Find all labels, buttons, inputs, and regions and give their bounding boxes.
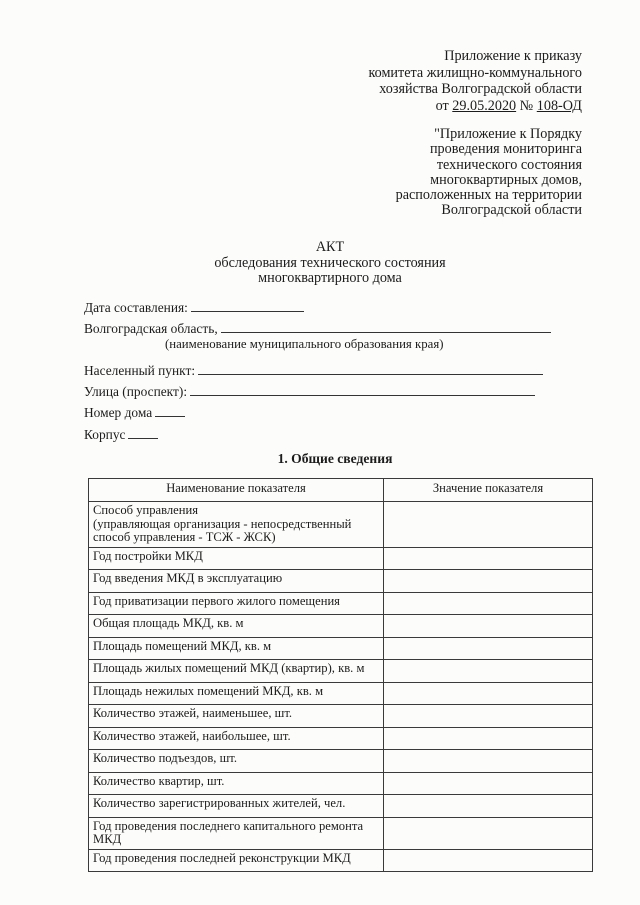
indicator-text: МКД: [93, 832, 122, 846]
indicator-value-cell[interactable]: [384, 502, 593, 548]
order-appendix-header: [368, 48, 582, 114]
indicator-value-cell[interactable]: [384, 849, 593, 872]
table-row: [89, 682, 593, 705]
table-row: [89, 570, 593, 593]
house-label: Номер дома: [84, 405, 153, 420]
table-row: [89, 772, 593, 795]
column-header-value: Значение показателя: [384, 479, 593, 502]
procedure-line: Волгоградской области: [441, 202, 582, 219]
column-header-name: Наименование показателя: [89, 479, 384, 502]
indicator-value-cell[interactable]: [384, 795, 593, 818]
indicator-text: Способ управления: [93, 503, 199, 517]
procedure-line: "Приложение к Порядку: [434, 126, 582, 142]
indicator-name: Год введения МКД в эксплуатацию: [89, 570, 384, 593]
indicator-name: Количество подъездов, шт.: [89, 750, 384, 773]
indicator-value-cell[interactable]: [384, 615, 593, 638]
table-row: [89, 615, 593, 638]
indicator-value-cell[interactable]: [384, 750, 593, 773]
indicator-name: Площадь нежилых помещений МКД, кв. м: [89, 682, 384, 705]
indicator-text: Год проведения последнего капитального ремонта: [93, 818, 364, 833]
title-line: многоквартирного дома: [258, 270, 402, 286]
settlement-field: [84, 362, 543, 379]
date-blank[interactable]: [191, 299, 304, 312]
procedure-line: многоквартирных домов,: [430, 171, 582, 188]
indicator-text: (управляющая организация - непосредственный: [93, 516, 352, 531]
indicator-name: Общая площадь МКД, кв. м: [89, 615, 384, 638]
table-row: [89, 592, 593, 615]
title-line: обследования технического состояния: [214, 254, 446, 271]
indicator-text: способ управления - ТСЖ - ЖСК): [93, 530, 276, 544]
building-label: Корпус: [84, 427, 126, 442]
order-number-prefix: №: [519, 97, 534, 114]
indicator-value-cell[interactable]: [384, 660, 593, 683]
table-row: [89, 502, 593, 548]
street-blank[interactable]: [190, 383, 535, 396]
procedure-line: проведения мониторинга: [429, 141, 582, 158]
procedure-line: технического состояния: [436, 156, 582, 173]
table-row: [89, 849, 593, 872]
table-row: [89, 660, 593, 683]
indicator-value-cell[interactable]: [384, 682, 593, 705]
order-date: 29.05.2020: [452, 97, 517, 114]
settlement-label: Населенный пункт:: [84, 363, 196, 378]
indicator-name: Площадь жилых помещений МКД (квартир), кв. м: [89, 660, 384, 683]
indicator-value-cell[interactable]: [384, 547, 593, 570]
procedure-appendix-header: [396, 127, 582, 219]
indicator-value-cell[interactable]: [384, 727, 593, 750]
order-date-prefix: от: [435, 97, 449, 114]
table-row: [89, 727, 593, 750]
indicator-value-cell[interactable]: [384, 705, 593, 728]
table-row: [89, 750, 593, 773]
indicator-value-cell[interactable]: [384, 637, 593, 660]
order-line: комитета жилищно-коммунального: [368, 64, 582, 81]
table-row: [89, 637, 593, 660]
settlement-blank[interactable]: [198, 362, 543, 375]
indicator-name: Год проведения последней реконструкции МКД: [89, 849, 384, 872]
procedure-line: расположенных на территории: [395, 187, 582, 204]
indicator-name: Количество квартир, шт.: [89, 772, 384, 795]
indicator-value-cell[interactable]: [384, 570, 593, 593]
street-label: Улица (проспект):: [84, 384, 188, 399]
act-title: [150, 240, 510, 287]
section-title: 1. Общие сведения: [277, 451, 393, 466]
municipality-note: (наименование муниципального образования края): [165, 337, 444, 351]
order-number: 108-ОД: [536, 97, 582, 114]
region-label: Волгоградская область,: [84, 321, 218, 336]
region-field: [84, 320, 551, 337]
house-field: [84, 404, 185, 421]
indicator-name: Год постройки МКД: [89, 547, 384, 570]
indicator-value-cell[interactable]: [384, 772, 593, 795]
indicator-name: Количество этажей, наименьшее, шт.: [89, 705, 384, 728]
building-field: [84, 426, 158, 443]
table-header-row: [89, 479, 593, 502]
table-row: [89, 817, 593, 849]
street-field: [84, 383, 535, 400]
order-date-line: [368, 98, 582, 115]
table-row: [89, 795, 593, 818]
order-line: Приложение к приказу: [444, 48, 582, 64]
indicator-name: Год приватизации первого жилого помещения: [89, 592, 384, 615]
indicator-name: [89, 502, 384, 548]
general-info-table: [88, 478, 593, 872]
indicator-name: [89, 817, 384, 849]
indicator-value-cell[interactable]: [384, 592, 593, 615]
building-blank[interactable]: [128, 426, 158, 439]
table-row: [89, 705, 593, 728]
region-blank[interactable]: [221, 320, 551, 333]
indicator-name: Количество этажей, наибольшее, шт.: [89, 727, 384, 750]
indicator-name: Количество зарегистрированных жителей, чел.: [89, 795, 384, 818]
indicator-name: Площадь помещений МКД, кв. м: [89, 637, 384, 660]
order-line: хозяйства Волгоградской области: [379, 81, 582, 97]
title-line: АКТ: [315, 239, 345, 255]
house-blank[interactable]: [155, 404, 185, 417]
indicator-value-cell[interactable]: [384, 817, 593, 849]
date-field: [84, 299, 304, 316]
table-row: [89, 547, 593, 570]
date-label: Дата составления:: [84, 300, 188, 315]
